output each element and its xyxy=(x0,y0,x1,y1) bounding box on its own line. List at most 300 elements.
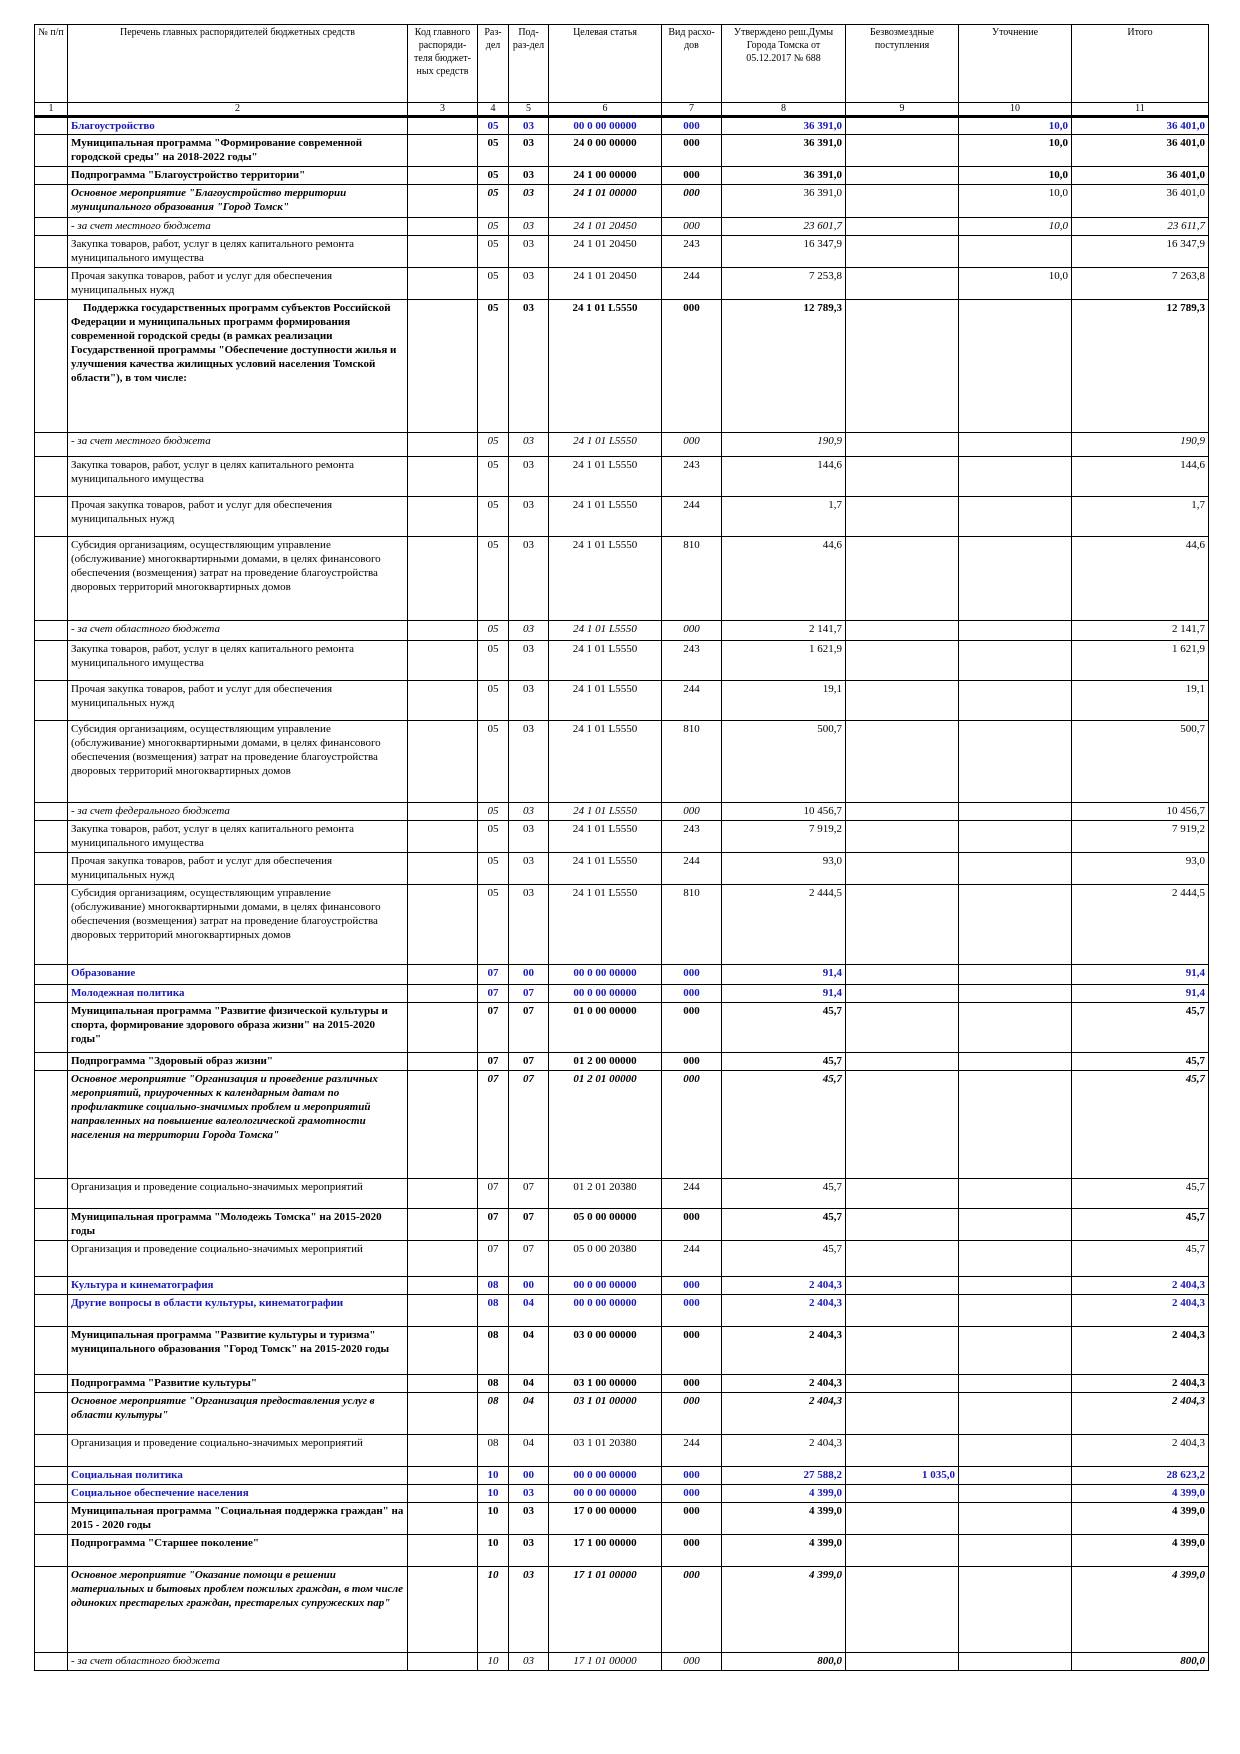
row-clarification-cell xyxy=(959,497,1072,537)
row-target-cell: 24 1 01 L5550 xyxy=(549,433,662,457)
row-name-cell: Прочая закупка товаров, работ и услуг для обеспечения муниципальных нужд xyxy=(68,681,408,721)
row-num-cell xyxy=(35,985,68,1003)
row-code-cell xyxy=(408,641,478,681)
row-podrazdel-cell: 03 xyxy=(509,268,549,300)
row-podrazdel-cell: 00 xyxy=(509,1467,549,1485)
row-clarification-cell xyxy=(959,457,1072,497)
row-podrazdel-cell: 07 xyxy=(509,1209,549,1241)
row-approved-cell: 190,9 xyxy=(722,433,846,457)
row-clarification-cell xyxy=(959,965,1072,985)
table-row xyxy=(35,167,1209,185)
row-podrazdel-cell: 04 xyxy=(509,1375,549,1393)
row-code-cell xyxy=(408,268,478,300)
row-total-cell: 91,4 xyxy=(1072,985,1209,1003)
row-gratuitous-cell xyxy=(846,1277,959,1295)
row-clarification-cell xyxy=(959,1485,1072,1503)
table-row xyxy=(35,1053,1209,1071)
row-podrazdel-cell: 03 xyxy=(509,721,549,803)
row-podrazdel-cell: 03 xyxy=(509,167,549,185)
row-name-cell: Основное мероприятие "Оказание помощи в решении материальных и бытовых проблем пожилых граждан, в том числе одиноких престарелых граждан, престарелых супружеских пар" xyxy=(68,1567,408,1653)
row-razdel-cell: 07 xyxy=(478,965,509,985)
row-code-cell xyxy=(408,497,478,537)
row-approved-cell: 91,4 xyxy=(722,965,846,985)
row-razdel-cell: 05 xyxy=(478,681,509,721)
row-total-cell: 7 263,8 xyxy=(1072,268,1209,300)
row-total-cell: 45,7 xyxy=(1072,1071,1209,1179)
row-vid-cell: 000 xyxy=(662,1535,722,1567)
row-podrazdel-cell: 00 xyxy=(509,1277,549,1295)
row-podrazdel-cell: 04 xyxy=(509,1435,549,1467)
row-total-cell: 2 141,7 xyxy=(1072,621,1209,641)
table-row xyxy=(35,1653,1209,1671)
row-podrazdel-cell: 03 xyxy=(509,803,549,821)
row-name-cell: Закупка товаров, работ, услуг в целях капитального ремонта муниципального имущества xyxy=(68,821,408,853)
row-total-cell: 36 401,0 xyxy=(1072,167,1209,185)
row-num-cell xyxy=(35,167,68,185)
row-code-cell xyxy=(408,853,478,885)
row-target-cell: 24 1 01 L5550 xyxy=(549,621,662,641)
header-num: № п/п xyxy=(35,25,68,103)
row-gratuitous-cell xyxy=(846,985,959,1003)
row-name-cell: Образование xyxy=(68,965,408,985)
row-name-cell: Субсидия организациям, осуществляющим управление (обслуживание) многоквартирными домами, в целях финансового обеспечения (возмещения) затрат на проведение благоустройства дворовых территорий многоквартирных домов xyxy=(68,537,408,621)
row-name-cell: Молодежная политика xyxy=(68,985,408,1003)
col-number: 9 xyxy=(846,103,959,117)
row-podrazdel-cell: 07 xyxy=(509,1003,549,1053)
row-clarification-cell xyxy=(959,853,1072,885)
row-gratuitous-cell xyxy=(846,185,959,218)
row-podrazdel-cell: 03 xyxy=(509,218,549,236)
row-target-cell: 05 0 00 20380 xyxy=(549,1241,662,1277)
row-total-cell: 2 404,3 xyxy=(1072,1277,1209,1295)
row-podrazdel-cell: 03 xyxy=(509,497,549,537)
row-target-cell: 17 0 00 00000 xyxy=(549,1503,662,1535)
header-razdel: Раз-дел xyxy=(478,25,509,103)
row-name-cell: Основное мероприятие "Благоустройство территории муниципального образования "Город Томск" xyxy=(68,185,408,218)
row-total-cell: 36 401,0 xyxy=(1072,185,1209,218)
row-target-cell: 24 1 01 20450 xyxy=(549,236,662,268)
row-approved-cell: 2 444,5 xyxy=(722,885,846,965)
header-gratuitous: Безвозмездные поступления xyxy=(846,25,959,103)
row-razdel-cell: 05 xyxy=(478,236,509,268)
row-name-cell: Прочая закупка товаров, работ и услуг для обеспечения муниципальных нужд xyxy=(68,268,408,300)
table-row xyxy=(35,965,1209,985)
col-number: 2 xyxy=(68,103,408,117)
row-vid-cell: 000 xyxy=(662,1375,722,1393)
row-num-cell xyxy=(35,721,68,803)
row-clarification-cell xyxy=(959,1295,1072,1327)
row-num-cell xyxy=(35,621,68,641)
row-target-cell: 24 1 01 L5550 xyxy=(549,853,662,885)
row-num-cell xyxy=(35,1435,68,1467)
row-approved-cell: 45,7 xyxy=(722,1071,846,1179)
row-num-cell xyxy=(35,1327,68,1375)
row-clarification-cell xyxy=(959,1503,1072,1535)
row-razdel-cell: 08 xyxy=(478,1393,509,1435)
row-num-cell xyxy=(35,1277,68,1295)
row-target-cell: 17 1 01 00000 xyxy=(549,1653,662,1671)
row-gratuitous-cell xyxy=(846,1179,959,1209)
row-code-cell xyxy=(408,1053,478,1071)
row-name-cell: Муниципальная программа "Формирование современной городской среды" на 2018-2022 годы" xyxy=(68,135,408,167)
row-podrazdel-cell: 07 xyxy=(509,1071,549,1179)
row-name-cell: Прочая закупка товаров, работ и услуг для обеспечения муниципальных нужд xyxy=(68,497,408,537)
row-razdel-cell: 05 xyxy=(478,885,509,965)
row-total-cell: 10 456,7 xyxy=(1072,803,1209,821)
row-vid-cell: 000 xyxy=(662,1503,722,1535)
col-number: 1 xyxy=(35,103,68,117)
row-gratuitous-cell xyxy=(846,300,959,433)
row-razdel-cell: 05 xyxy=(478,135,509,167)
table-row xyxy=(35,537,1209,621)
table-row xyxy=(35,1209,1209,1241)
row-target-cell: 24 1 01 L5550 xyxy=(549,885,662,965)
row-total-cell: 2 404,3 xyxy=(1072,1375,1209,1393)
row-podrazdel-cell: 03 xyxy=(509,885,549,965)
row-clarification-cell xyxy=(959,1393,1072,1435)
row-num-cell xyxy=(35,236,68,268)
row-target-cell: 24 1 01 L5550 xyxy=(549,537,662,621)
row-approved-cell: 4 399,0 xyxy=(722,1503,846,1535)
table-row xyxy=(35,721,1209,803)
row-vid-cell: 244 xyxy=(662,681,722,721)
row-code-cell xyxy=(408,117,478,135)
row-vid-cell: 000 xyxy=(662,1295,722,1327)
row-gratuitous-cell xyxy=(846,135,959,167)
budget-table xyxy=(34,24,1209,1671)
table-row xyxy=(35,185,1209,218)
row-num-cell xyxy=(35,1209,68,1241)
row-gratuitous-cell xyxy=(846,1393,959,1435)
row-total-cell: 45,7 xyxy=(1072,1053,1209,1071)
row-vid-cell: 810 xyxy=(662,537,722,621)
row-razdel-cell: 05 xyxy=(478,621,509,641)
row-target-cell: 00 0 00 00000 xyxy=(549,1467,662,1485)
row-podrazdel-cell: 07 xyxy=(509,1241,549,1277)
row-code-cell xyxy=(408,457,478,497)
row-target-cell: 24 1 01 L5550 xyxy=(549,497,662,537)
header-podrazdel: Под-раз-дел xyxy=(509,25,549,103)
row-clarification-cell xyxy=(959,300,1072,433)
row-target-cell: 24 1 01 L5550 xyxy=(549,457,662,497)
row-vid-cell: 244 xyxy=(662,497,722,537)
col-number: 3 xyxy=(408,103,478,117)
table-row xyxy=(35,1277,1209,1295)
table-row xyxy=(35,985,1209,1003)
row-razdel-cell: 05 xyxy=(478,641,509,681)
row-code-cell xyxy=(408,167,478,185)
table-row xyxy=(35,236,1209,268)
table-row xyxy=(35,1071,1209,1179)
row-approved-cell: 45,7 xyxy=(722,1179,846,1209)
row-clarification-cell: 10,0 xyxy=(959,218,1072,236)
row-clarification-cell xyxy=(959,1535,1072,1567)
row-total-cell: 2 404,3 xyxy=(1072,1435,1209,1467)
row-clarification-cell xyxy=(959,641,1072,681)
row-num-cell xyxy=(35,268,68,300)
row-target-cell: 24 1 01 L5550 xyxy=(549,803,662,821)
row-vid-cell: 000 xyxy=(662,985,722,1003)
row-razdel-cell: 05 xyxy=(478,117,509,135)
row-clarification-cell xyxy=(959,1003,1072,1053)
row-approved-cell: 91,4 xyxy=(722,985,846,1003)
row-razdel-cell: 05 xyxy=(478,821,509,853)
row-vid-cell: 000 xyxy=(662,185,722,218)
row-approved-cell: 93,0 xyxy=(722,853,846,885)
row-gratuitous-cell xyxy=(846,1567,959,1653)
row-total-cell: 500,7 xyxy=(1072,721,1209,803)
row-razdel-cell: 07 xyxy=(478,985,509,1003)
row-vid-cell: 000 xyxy=(662,1209,722,1241)
row-gratuitous-cell: 1 035,0 xyxy=(846,1467,959,1485)
row-razdel-cell: 08 xyxy=(478,1277,509,1295)
row-name-cell: Субсидия организациям, осуществляющим управление (обслуживание) многоквартирными домами, в целях финансового обеспечения (возмещения) затрат на проведение благоустройства дворовых территорий многоквартирных домов xyxy=(68,885,408,965)
table-row xyxy=(35,1295,1209,1327)
row-total-cell: 36 401,0 xyxy=(1072,135,1209,167)
row-target-cell: 00 0 00 00000 xyxy=(549,965,662,985)
row-clarification-cell: 10,0 xyxy=(959,117,1072,135)
row-code-cell xyxy=(408,1003,478,1053)
row-razdel-cell: 07 xyxy=(478,1053,509,1071)
row-total-cell: 23 611,7 xyxy=(1072,218,1209,236)
row-target-cell: 01 0 00 00000 xyxy=(549,1003,662,1053)
row-vid-cell: 000 xyxy=(662,965,722,985)
row-num-cell xyxy=(35,218,68,236)
row-target-cell: 00 0 00 00000 xyxy=(549,1485,662,1503)
col-number: 10 xyxy=(959,103,1072,117)
row-total-cell: 12 789,3 xyxy=(1072,300,1209,433)
row-code-cell xyxy=(408,1295,478,1327)
row-code-cell xyxy=(408,965,478,985)
table-row xyxy=(35,117,1209,135)
row-total-cell: 800,0 xyxy=(1072,1653,1209,1671)
row-total-cell: 45,7 xyxy=(1072,1209,1209,1241)
table-row xyxy=(35,218,1209,236)
row-vid-cell: 000 xyxy=(662,1053,722,1071)
row-code-cell xyxy=(408,1071,478,1179)
row-target-cell: 03 1 01 20380 xyxy=(549,1435,662,1467)
table-row xyxy=(35,803,1209,821)
row-vid-cell: 000 xyxy=(662,167,722,185)
row-target-cell: 01 2 01 00000 xyxy=(549,1071,662,1179)
row-name-cell: Основное мероприятие "Организация предоставления услуг в области культуры" xyxy=(68,1393,408,1435)
row-podrazdel-cell: 03 xyxy=(509,185,549,218)
row-code-cell xyxy=(408,1503,478,1535)
row-approved-cell: 45,7 xyxy=(722,1209,846,1241)
row-vid-cell: 244 xyxy=(662,1435,722,1467)
row-razdel-cell: 05 xyxy=(478,218,509,236)
row-vid-cell: 244 xyxy=(662,1241,722,1277)
row-vid-cell: 000 xyxy=(662,1653,722,1671)
row-approved-cell: 16 347,9 xyxy=(722,236,846,268)
row-name-cell: - за счет областного бюджета xyxy=(68,621,408,641)
row-approved-cell: 144,6 xyxy=(722,457,846,497)
row-code-cell xyxy=(408,1567,478,1653)
row-total-cell: 28 623,2 xyxy=(1072,1467,1209,1485)
row-approved-cell: 23 601,7 xyxy=(722,218,846,236)
row-num-cell xyxy=(35,1567,68,1653)
row-clarification-cell xyxy=(959,885,1072,965)
table-row xyxy=(35,1485,1209,1503)
row-clarification-cell xyxy=(959,1277,1072,1295)
row-razdel-cell: 05 xyxy=(478,300,509,433)
row-num-cell xyxy=(35,1503,68,1535)
table-row xyxy=(35,621,1209,641)
row-approved-cell: 10 456,7 xyxy=(722,803,846,821)
table-row xyxy=(35,1467,1209,1485)
row-name-cell: - за счет местного бюджета xyxy=(68,433,408,457)
row-name-cell: Закупка товаров, работ, услуг в целях капитального ремонта муниципального имущества xyxy=(68,641,408,681)
row-code-cell xyxy=(408,300,478,433)
row-vid-cell: 000 xyxy=(662,1567,722,1653)
row-approved-cell: 4 399,0 xyxy=(722,1485,846,1503)
row-vid-cell: 810 xyxy=(662,721,722,803)
row-razdel-cell: 08 xyxy=(478,1375,509,1393)
row-gratuitous-cell xyxy=(846,1653,959,1671)
row-approved-cell: 4 399,0 xyxy=(722,1535,846,1567)
row-total-cell: 4 399,0 xyxy=(1072,1535,1209,1567)
row-total-cell: 91,4 xyxy=(1072,965,1209,985)
row-podrazdel-cell: 07 xyxy=(509,1053,549,1071)
row-gratuitous-cell xyxy=(846,497,959,537)
row-razdel-cell: 05 xyxy=(478,853,509,885)
row-target-cell: 24 0 00 00000 xyxy=(549,135,662,167)
row-vid-cell: 243 xyxy=(662,821,722,853)
table-row xyxy=(35,1179,1209,1209)
row-vid-cell: 243 xyxy=(662,457,722,497)
row-code-cell xyxy=(408,1375,478,1393)
row-code-cell xyxy=(408,721,478,803)
row-num-cell xyxy=(35,803,68,821)
row-clarification-cell xyxy=(959,236,1072,268)
row-code-cell xyxy=(408,236,478,268)
row-approved-cell: 2 404,3 xyxy=(722,1393,846,1435)
row-clarification-cell xyxy=(959,1327,1072,1375)
row-target-cell: 24 1 01 20450 xyxy=(549,268,662,300)
table-row xyxy=(35,1393,1209,1435)
row-razdel-cell: 05 xyxy=(478,497,509,537)
row-vid-cell: 000 xyxy=(662,621,722,641)
table-row xyxy=(35,1567,1209,1653)
row-name-cell: Муниципальная программа "Развитие культуры и туризма" муниципального образования "Город Томск" на 2015-2020 годы xyxy=(68,1327,408,1375)
row-name-cell: Социальное обеспечение населения xyxy=(68,1485,408,1503)
header-row xyxy=(35,25,1209,103)
table-row xyxy=(35,1503,1209,1535)
row-total-cell: 4 399,0 xyxy=(1072,1503,1209,1535)
table-row xyxy=(35,457,1209,497)
row-gratuitous-cell xyxy=(846,1485,959,1503)
row-num-cell xyxy=(35,965,68,985)
row-razdel-cell: 10 xyxy=(478,1653,509,1671)
row-total-cell: 4 399,0 xyxy=(1072,1485,1209,1503)
row-code-cell xyxy=(408,1393,478,1435)
table-row xyxy=(35,641,1209,681)
row-code-cell xyxy=(408,1209,478,1241)
row-approved-cell: 4 399,0 xyxy=(722,1567,846,1653)
row-podrazdel-cell: 03 xyxy=(509,1503,549,1535)
row-code-cell xyxy=(408,1241,478,1277)
row-gratuitous-cell xyxy=(846,641,959,681)
row-code-cell xyxy=(408,803,478,821)
row-clarification-cell: 10,0 xyxy=(959,135,1072,167)
row-razdel-cell: 10 xyxy=(478,1535,509,1567)
row-gratuitous-cell xyxy=(846,537,959,621)
header-code: Код главного распоряди-теля бюджет-ных средств xyxy=(408,25,478,103)
row-code-cell xyxy=(408,1485,478,1503)
row-num-cell xyxy=(35,135,68,167)
row-num-cell xyxy=(35,885,68,965)
row-code-cell xyxy=(408,681,478,721)
row-razdel-cell: 08 xyxy=(478,1327,509,1375)
header-target: Целевая статья xyxy=(549,25,662,103)
col-number: 11 xyxy=(1072,103,1209,117)
row-gratuitous-cell xyxy=(846,1435,959,1467)
col-number: 8 xyxy=(722,103,846,117)
row-razdel-cell: 10 xyxy=(478,1485,509,1503)
table-row xyxy=(35,1435,1209,1467)
row-gratuitous-cell xyxy=(846,681,959,721)
row-clarification-cell xyxy=(959,537,1072,621)
row-approved-cell: 45,7 xyxy=(722,1003,846,1053)
row-vid-cell: 243 xyxy=(662,641,722,681)
row-gratuitous-cell xyxy=(846,721,959,803)
row-vid-cell: 244 xyxy=(662,268,722,300)
table-row xyxy=(35,497,1209,537)
column-number-row xyxy=(35,103,1209,117)
row-clarification-cell: 10,0 xyxy=(959,167,1072,185)
row-clarification-cell xyxy=(959,1467,1072,1485)
row-gratuitous-cell xyxy=(846,1071,959,1179)
row-name-cell: - за счет федерального бюджета xyxy=(68,803,408,821)
row-num-cell xyxy=(35,1071,68,1179)
row-target-cell: 17 1 00 00000 xyxy=(549,1535,662,1567)
row-num-cell xyxy=(35,1295,68,1327)
row-gratuitous-cell xyxy=(846,1003,959,1053)
row-name-cell: - за счет областного бюджета xyxy=(68,1653,408,1671)
row-num-cell xyxy=(35,1393,68,1435)
row-clarification-cell xyxy=(959,433,1072,457)
row-approved-cell: 36 391,0 xyxy=(722,117,846,135)
row-name-cell: Организация и проведение социально-значимых мероприятий xyxy=(68,1435,408,1467)
row-gratuitous-cell xyxy=(846,1327,959,1375)
row-target-cell: 24 1 01 L5550 xyxy=(549,300,662,433)
row-vid-cell: 000 xyxy=(662,1277,722,1295)
row-clarification-cell xyxy=(959,1053,1072,1071)
row-name-cell: Субсидия организациям, осуществляющим управление (обслуживание) многоквартирными домами, в целях финансового обеспечения (возмещения) затрат на проведение благоустройства дворовых территорий многоквартирных домов xyxy=(68,721,408,803)
row-num-cell xyxy=(35,681,68,721)
row-num-cell xyxy=(35,1375,68,1393)
row-total-cell: 2 404,3 xyxy=(1072,1393,1209,1435)
row-total-cell: 2 444,5 xyxy=(1072,885,1209,965)
row-clarification-cell xyxy=(959,821,1072,853)
row-code-cell xyxy=(408,135,478,167)
row-target-cell: 03 1 00 00000 xyxy=(549,1375,662,1393)
table-row xyxy=(35,821,1209,853)
row-name-cell: Культура и кинематография xyxy=(68,1277,408,1295)
table-row xyxy=(35,1003,1209,1053)
row-target-cell: 03 0 00 00000 xyxy=(549,1327,662,1375)
row-razdel-cell: 07 xyxy=(478,1209,509,1241)
row-target-cell: 17 1 01 00000 xyxy=(549,1567,662,1653)
row-vid-cell: 000 xyxy=(662,1393,722,1435)
row-clarification-cell xyxy=(959,681,1072,721)
row-razdel-cell: 05 xyxy=(478,803,509,821)
row-approved-cell: 36 391,0 xyxy=(722,185,846,218)
row-approved-cell: 2 404,3 xyxy=(722,1327,846,1375)
row-approved-cell: 2 404,3 xyxy=(722,1277,846,1295)
row-approved-cell: 1,7 xyxy=(722,497,846,537)
row-clarification-cell xyxy=(959,1241,1072,1277)
